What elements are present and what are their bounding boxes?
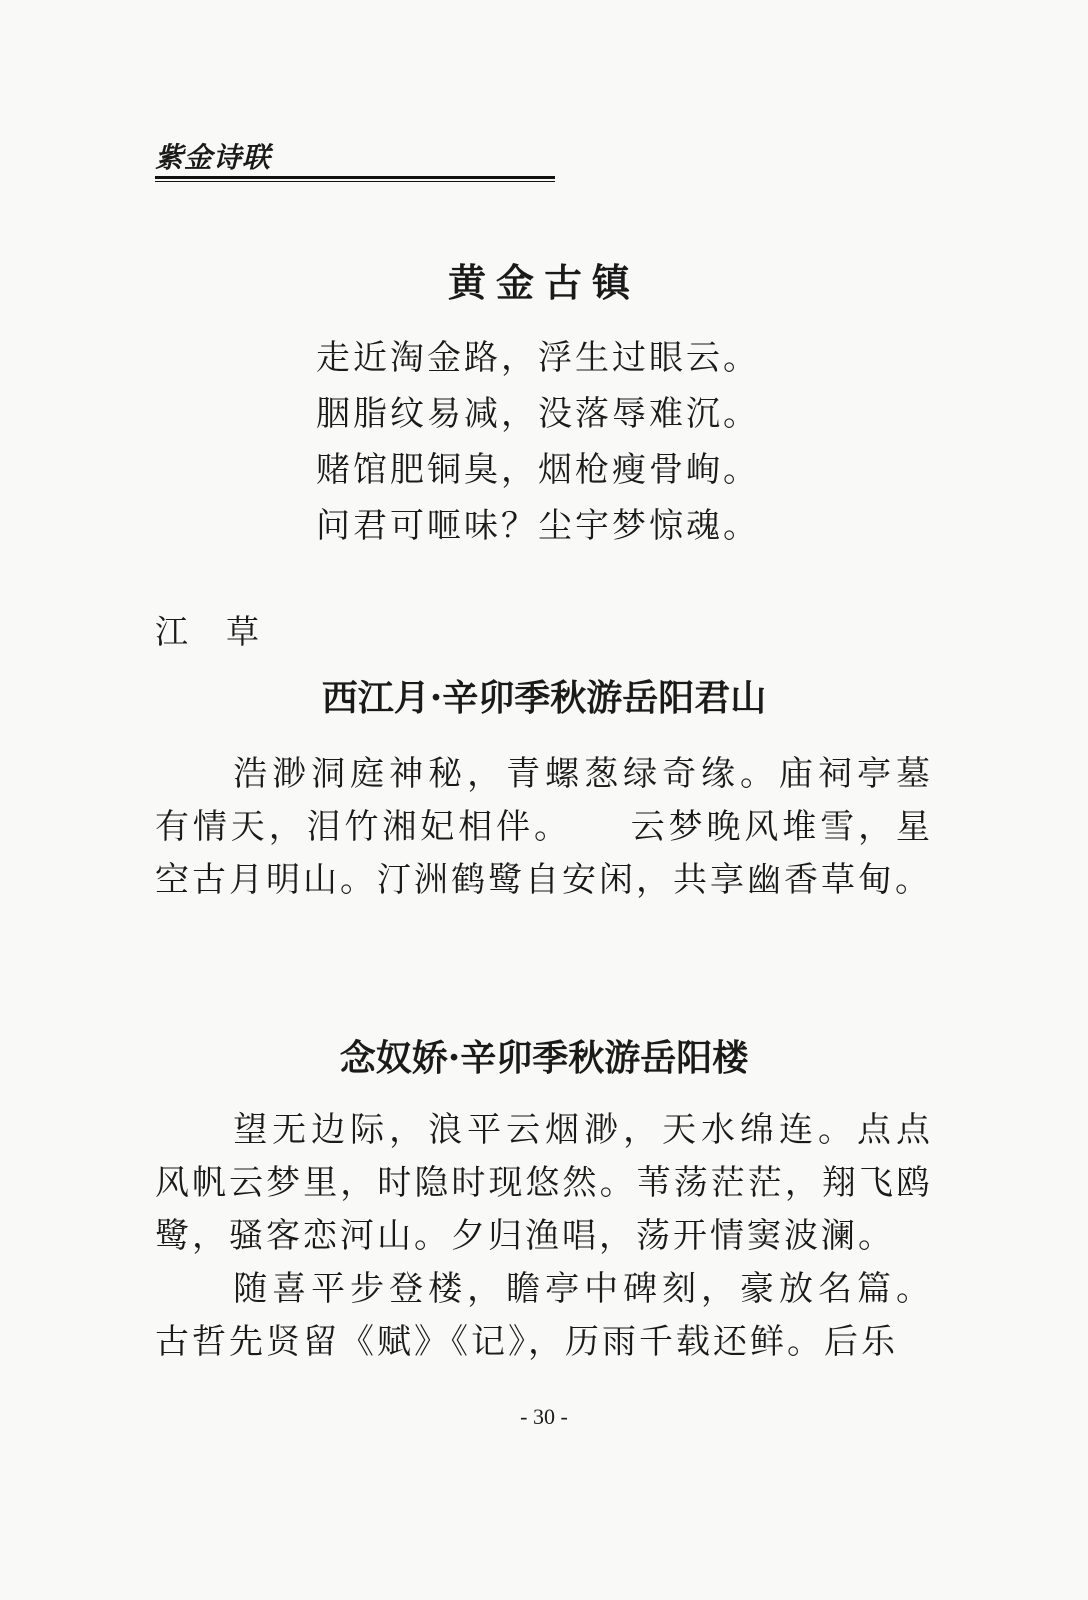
- ci-title-xijiangyue: 西江月·辛卯季秋游岳阳君山: [321, 677, 767, 719]
- header-title: 紫金诗联: [155, 141, 272, 174]
- ci-body-xijiangyue: [155, 748, 933, 907]
- ci-body-niannujiao: [155, 1104, 933, 1369]
- poem-title: 黄金古镇: [447, 260, 640, 305]
- poem-line: 问君可咂味？尘宇梦惊魂。: [316, 506, 760, 546]
- poem-line: 胭脂纹易减，没落辱难沉。: [316, 394, 760, 434]
- ci-paragraph: 随喜平步登楼，瞻亭中碑刻，豪放名篇。古哲先贤留《赋》《记》，历雨千载还鲜。后乐: [155, 1269, 933, 1362]
- poem-line: 走近淘金路，浮生过眼云。: [316, 338, 760, 378]
- ci-paragraph: 望无边际，浪平云烟渺，天水绵连。点点风帆云梦里，时隐时现悠然。苇荡茫茫，翔飞鸥鹭，骚客恋河山。夕归渔唱，荡开情窦波澜。: [155, 1110, 933, 1256]
- running-header: [155, 140, 555, 182]
- ci-title-niannujiao: 念奴娇·辛卯季秋游岳阳楼: [339, 1037, 749, 1079]
- poem-body: [316, 330, 760, 554]
- header-rule-thin: [155, 181, 555, 182]
- header-rule-thick: [155, 176, 555, 179]
- author-name: 江草: [155, 612, 297, 651]
- ci-paragraph: 浩渺洞庭神秘，青螺葱绿奇缘。庙祠亭墓有情天，泪竹湘妃相伴。 云梦晚风堆雪，星空古月明山。汀洲鹤鹭自安闲，共享幽香草甸。: [155, 754, 933, 900]
- poem-line: 赌馆肥铜臭，烟枪瘦骨峋。: [316, 450, 760, 490]
- page-number: - 30 -: [520, 1404, 568, 1429]
